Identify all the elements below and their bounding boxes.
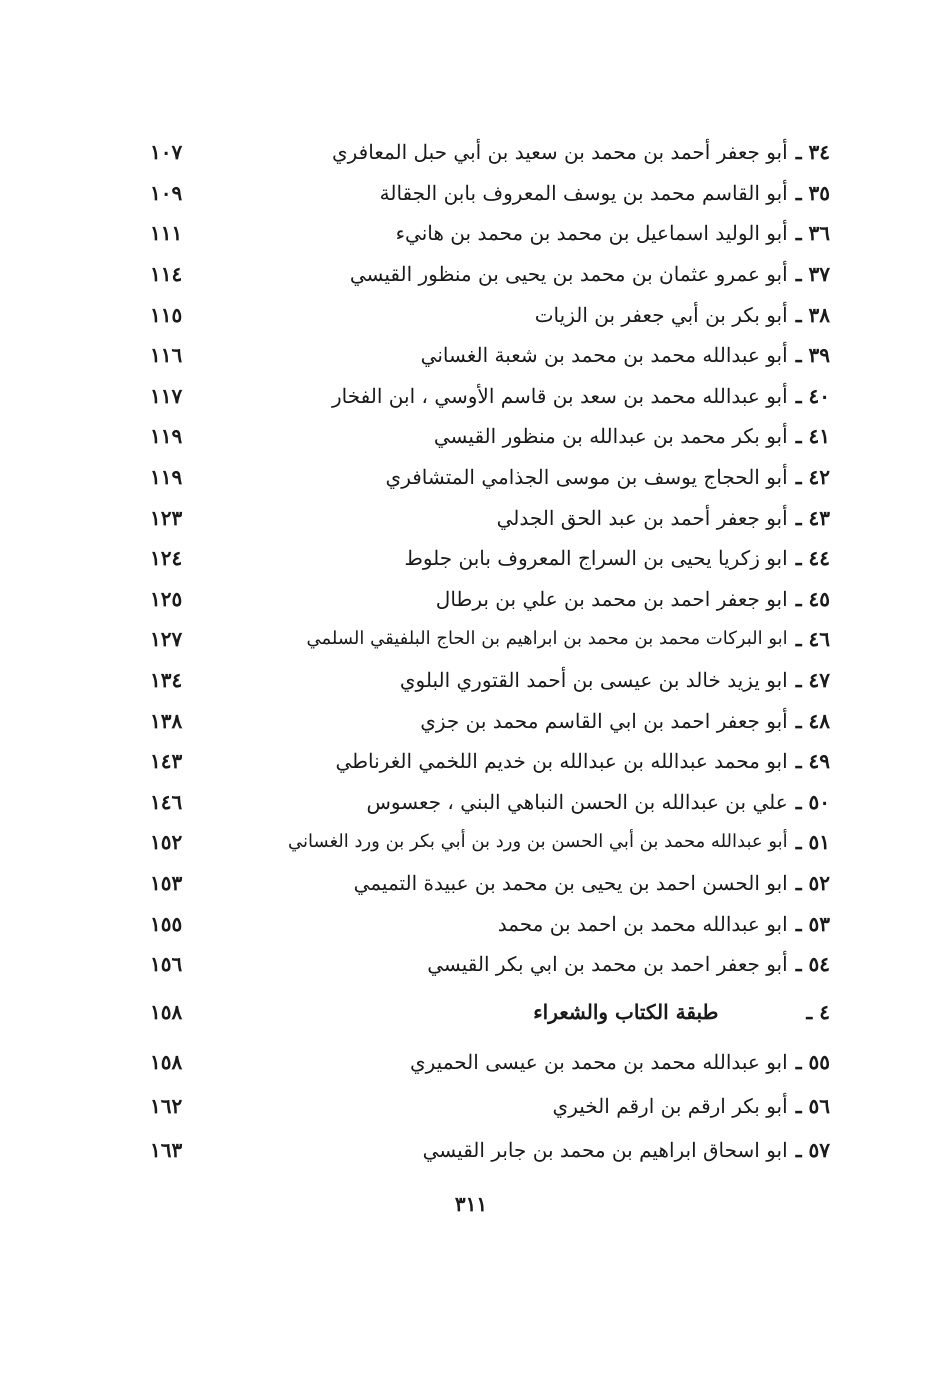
- toc-entry-47: [150, 660, 830, 701]
- toc-entry-48: [150, 700, 830, 741]
- section-heading: [150, 984, 830, 1040]
- entry-page: ١٢٧: [150, 627, 183, 652]
- entry-page: ١٤٣: [150, 749, 183, 774]
- entry-page: ١٦٣: [150, 1138, 183, 1163]
- entry-number: ٣٩ ـ: [795, 343, 830, 368]
- entry-page: ١٢٣: [150, 505, 183, 530]
- entry-title: أبو جعفر أحمد بن عبد الحق الجدلي: [496, 505, 788, 530]
- toc-entry-50: [150, 782, 830, 823]
- entry-number: ٤٨ ـ: [795, 708, 830, 733]
- entry-title: أبو الوليد اسماعيل بن محمد بن محمد بن هانيء: [395, 221, 788, 246]
- toc-entry-54: [150, 944, 830, 985]
- entry-page: ١٥٢: [150, 830, 183, 855]
- entry-number: ٤٦ ـ: [795, 627, 830, 652]
- entry-title: أبو جعفر احمد بن محمد بن ابي بكر القيسي: [427, 952, 788, 977]
- entry-title: أبو عبدالله محمد بن محمد بن شعبة الغساني: [420, 343, 788, 368]
- entry-title: علي بن عبدالله بن الحسن النباهي البني ، جعسوس: [366, 789, 788, 814]
- entry-page: ١١٧: [150, 383, 183, 408]
- entry-title: ابو عبدالله محمد بن محمد بن عيسى الحميري: [409, 1050, 788, 1075]
- entry-number: ٣٧ ـ: [795, 262, 830, 287]
- toc-entry-56: [150, 1084, 830, 1128]
- entry-title: ابو جعفر احمد بن محمد بن علي بن برطال: [435, 586, 788, 611]
- toc-entry-42: [150, 457, 830, 498]
- entry-page: ١٢٥: [150, 586, 183, 611]
- entry-page: ١١٦: [150, 343, 183, 368]
- entry-title: أبو جعفر احمد بن ابي القاسم محمد بن جزي: [420, 708, 788, 733]
- entry-page: ١٥٦: [150, 952, 183, 977]
- entry-page: ١١١: [150, 221, 183, 246]
- entry-page: ١٢٤: [150, 546, 183, 571]
- entry-page: ١٥٣: [150, 870, 183, 895]
- entry-title: أبو القاسم محمد بن يوسف المعروف بابن الجقالة: [379, 180, 788, 205]
- entry-page: ١١٤: [150, 262, 183, 287]
- entry-number: ٥٢ ـ: [795, 870, 830, 895]
- entry-page: ١٠٩: [150, 180, 183, 205]
- entry-number: ٥٣ ـ: [795, 911, 830, 936]
- toc-entry-36: [150, 213, 830, 254]
- entry-number: ٣٨ ـ: [795, 302, 830, 327]
- entry-title: أبو عبدالله محمد بن سعد بن قاسم الأوسي ، ابن الفخار: [332, 383, 788, 408]
- entry-number: ٣٥ ـ: [795, 180, 830, 205]
- toc-entry-57: [150, 1128, 830, 1172]
- section-title: طبقة الكتاب والشعراء: [533, 1000, 719, 1025]
- entry-title: أبو عبدالله محمد بن أبي الحسن بن ورد بن أبي بكر بن ورد الغساني: [288, 831, 788, 853]
- entry-number: ٤٠ ـ: [795, 383, 830, 408]
- entry-page: ١٦٢: [150, 1094, 183, 1119]
- entry-number: ٤٧ ـ: [795, 668, 830, 693]
- toc-entry-34: [150, 132, 830, 173]
- entry-page: ١١٩: [150, 424, 183, 449]
- toc-entry-38: [150, 294, 830, 335]
- toc-entry-40: [150, 376, 830, 417]
- entry-title: أبو بكر محمد بن عبدالله بن منظور القيسي: [433, 424, 788, 449]
- entry-number: ٤٩ ـ: [795, 749, 830, 774]
- toc-entry-49: [150, 741, 830, 782]
- entry-page: ١٣٤: [150, 668, 183, 693]
- entry-page: ١٥٥: [150, 911, 183, 936]
- entry-title: أبو عمرو عثمان بن محمد بن يحيى بن منظور القيسي: [349, 262, 788, 287]
- entry-number: ٥١ ـ: [795, 830, 830, 855]
- table-of-contents: [150, 132, 830, 1172]
- entry-page: ١٤٦: [150, 789, 183, 814]
- entry-title: ابو يزيد خالد بن عيسى بن أحمد القتوري البلوي: [399, 668, 788, 693]
- entry-number: ٥٥ ـ: [795, 1050, 830, 1075]
- entry-title: أبو الحجاج يوسف بن موسى الجذامي المتشافري: [385, 465, 788, 490]
- entry-number: ٤٢ ـ: [795, 465, 830, 490]
- entry-number: ٥٧ ـ: [795, 1138, 830, 1163]
- toc-entry-46: [150, 619, 830, 660]
- toc-entry-52: [150, 863, 830, 904]
- entry-number: ٣٦ ـ: [795, 221, 830, 246]
- entry-number: ٥٤ ـ: [795, 952, 830, 977]
- entry-page: ١٥٨: [150, 1050, 183, 1075]
- entry-title: ابو زكريا يحيى بن السراج المعروف بابن جلوط: [404, 546, 788, 571]
- toc-entry-55: [150, 1040, 830, 1084]
- toc-entry-43: [150, 497, 830, 538]
- entry-title: ابو محمد عبدالله بن عبدالله بن خديم اللخمي الغرناطي: [335, 749, 788, 774]
- entry-page: ١٠٧: [150, 140, 183, 165]
- entry-page: ١٣٨: [150, 708, 183, 733]
- entry-number: ٤٤ ـ: [795, 546, 830, 571]
- entry-title: أبو جعفر أحمد بن محمد بن سعيد بن أبي حبل المعافري: [331, 140, 788, 165]
- entry-title: ابو البركات محمد بن محمد بن ابراهيم بن الحاج البلفيقي السلمي: [306, 628, 788, 650]
- entry-number: ٤٣ ـ: [795, 505, 830, 530]
- section-number: ٤ ـ: [806, 1000, 830, 1025]
- toc-entry-53: [150, 903, 830, 944]
- toc-entry-45: [150, 579, 830, 620]
- page-number: ٣١١: [454, 1192, 488, 1216]
- entry-title: ابو عبدالله محمد بن احمد بن محمد: [497, 911, 788, 936]
- entry-number: ٥٦ ـ: [795, 1094, 830, 1119]
- toc-entry-39: [150, 335, 830, 376]
- section-page: ١٥٨: [150, 1000, 183, 1025]
- entry-page: ١١٩: [150, 465, 183, 490]
- toc-entry-44: [150, 538, 830, 579]
- toc-entry-35: [150, 173, 830, 214]
- entry-title: ابو اسحاق ابراهيم بن محمد بن جابر القيسي: [422, 1138, 788, 1163]
- toc-entry-41: [150, 416, 830, 457]
- toc-entry-51: [150, 822, 830, 863]
- entry-title: ابو الحسن احمد بن يحيى بن محمد بن عبيدة التميمي: [353, 870, 788, 895]
- entry-number: ٤١ ـ: [795, 424, 830, 449]
- entry-number: ٤٥ ـ: [795, 586, 830, 611]
- entry-number: ٥٠ ـ: [795, 789, 830, 814]
- entry-title: أبو بكر بن أبي جعفر بن الزيات: [534, 302, 788, 327]
- toc-entry-37: [150, 254, 830, 295]
- entry-number: ٣٤ ـ: [795, 140, 830, 165]
- entry-page: ١١٥: [150, 302, 183, 327]
- entry-title: أبو بكر ارقم بن ارقم الخيري: [552, 1094, 788, 1119]
